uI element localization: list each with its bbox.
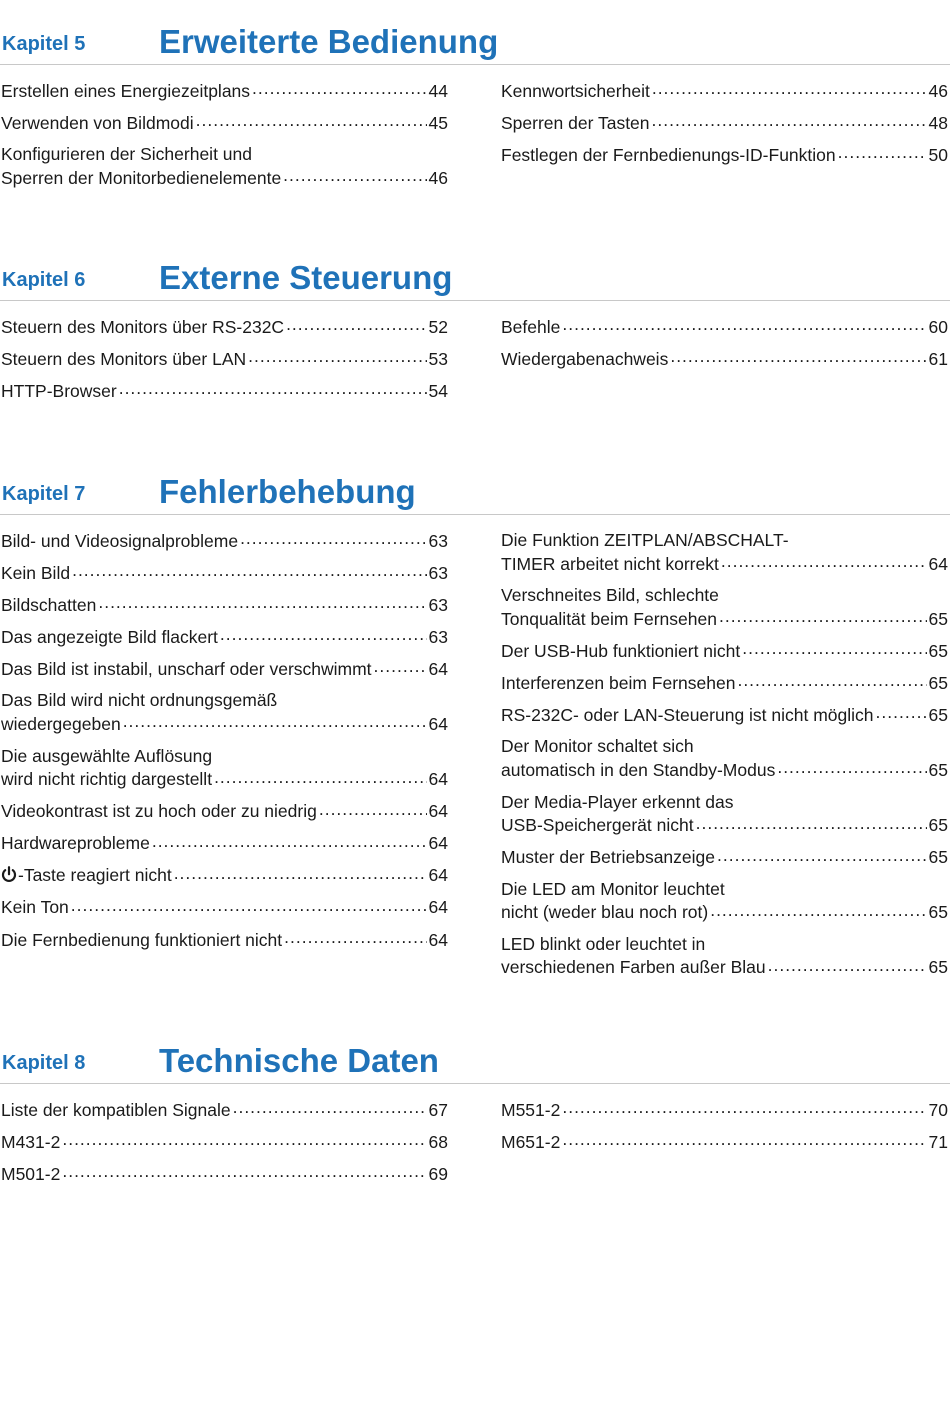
toc-entry-title-line: Die LED am Monitor leuchtet [501, 878, 725, 899]
dot-leader [233, 1098, 427, 1116]
toc-entry-title: Kennwortsicherheit [501, 80, 650, 101]
dot-leader [62, 1130, 426, 1148]
toc-entry-title: Steuern des Monitors über LAN [1, 348, 247, 369]
toc-entry[interactable] [1, 1098, 448, 1122]
chapter-number: Kapitel 8 [2, 1052, 86, 1074]
toc-entry[interactable] [1, 864, 448, 888]
toc-entry[interactable] [501, 846, 948, 870]
toc-entry[interactable] [501, 529, 948, 576]
toc-entry[interactable] [501, 878, 948, 925]
dot-leader [62, 1162, 426, 1180]
chapter-title: Fehlerbehebung [159, 473, 416, 510]
toc-entry[interactable] [501, 584, 948, 631]
toc-entry[interactable] [501, 79, 948, 103]
page-number: 60 [928, 316, 948, 337]
toc-entry-title: M651-2 [501, 1131, 561, 1152]
toc-entry[interactable] [501, 671, 948, 695]
page-number: 65 [928, 640, 948, 661]
toc-column-left [1, 1098, 448, 1194]
toc-entry[interactable] [501, 1098, 948, 1122]
dot-leader [286, 315, 426, 333]
toc-entry-title: Kein Bild [1, 562, 71, 583]
dot-leader [98, 593, 426, 611]
toc-column-left [1, 529, 448, 960]
page-number: 65 [928, 815, 948, 836]
page-number: 63 [428, 626, 448, 647]
page-number: 69 [428, 1163, 448, 1184]
page-number: 65 [928, 672, 948, 693]
page-number: 64 [428, 713, 448, 734]
toc-entry[interactable] [501, 703, 948, 727]
toc-entry-title: M501-2 [1, 1163, 61, 1184]
toc-entry[interactable] [1, 928, 448, 952]
toc-entry[interactable] [1, 143, 448, 190]
toc-entry-title: Videokontrast ist zu hoch oder zu niedrig [1, 801, 317, 822]
toc-entry-title: M431-2 [1, 1131, 61, 1152]
dot-leader [652, 111, 927, 129]
toc-entry[interactable] [501, 735, 948, 782]
toc-entry-title-line: Die Funktion ZEITPLAN/ABSCHALT- [501, 530, 789, 550]
toc-entry-title: Hardwareprobleme [1, 833, 150, 854]
page-number: 65 [928, 704, 948, 725]
toc-entry-title: USB-Speichergerät nicht [501, 815, 694, 836]
toc-entry[interactable] [1, 315, 448, 339]
toc-column-right [501, 1098, 948, 1162]
toc-entry[interactable] [501, 933, 948, 980]
dot-leader [283, 166, 426, 184]
toc-entry-title: RS-232C- oder LAN-Steuerung ist nicht möglich [501, 704, 874, 725]
toc-entry-title: Festlegen der Fernbedienungs-ID-Funktion [501, 144, 836, 165]
dot-leader [252, 79, 426, 97]
toc-entry[interactable] [1, 896, 448, 920]
dot-leader [777, 758, 926, 776]
toc-entry[interactable] [1, 379, 448, 403]
chapter-section [0, 256, 950, 401]
dot-leader [696, 814, 927, 832]
toc-entry[interactable] [1, 832, 448, 856]
toc-entry-title: Kein Ton [1, 897, 69, 918]
dot-leader [710, 901, 926, 919]
toc-entry[interactable] [501, 315, 948, 339]
toc-entry-title: HTTP-Browser [1, 380, 117, 401]
toc-entry-title: wird nicht richtig dargestellt [1, 769, 213, 790]
chapter-number: Kapitel 6 [2, 269, 86, 291]
toc-entry-title-text: -Taste reagiert nicht [18, 865, 172, 886]
page-number: 65 [928, 902, 948, 923]
toc-entry-title: Das angezeigte Bild flackert [1, 626, 218, 647]
dot-leader [838, 143, 927, 161]
chapter-header [0, 470, 950, 515]
page-number: 52 [428, 316, 448, 337]
page-number: 54 [428, 380, 448, 401]
page-number: 65 [928, 957, 948, 978]
dot-leader [119, 379, 427, 397]
toc-entry-title-line: LED blinkt oder leuchtet in [501, 933, 706, 954]
page-number: 63 [428, 594, 448, 615]
toc-entry-title [1, 864, 172, 887]
toc-entry-title: Interferenzen beim Fernsehen [501, 672, 736, 693]
chapter-number: Kapitel 5 [2, 33, 86, 55]
page-number: 46 [428, 167, 448, 188]
dot-leader [214, 768, 426, 786]
dot-leader [374, 657, 427, 675]
toc-entry-title: automatisch in den Standby-Modus [501, 759, 776, 780]
chapter-title: Technische Daten [159, 1042, 439, 1079]
toc-entry-title: Sperren der Monitorbedienelemente [1, 167, 282, 188]
toc-entry-title: Befehle [501, 316, 561, 337]
power-icon [1, 866, 17, 883]
toc-entry[interactable] [1, 657, 448, 681]
chapter-section [0, 20, 950, 188]
toc-entry[interactable] [1, 593, 448, 617]
page-number: 46 [928, 80, 948, 101]
toc-entry-title: Muster der Betriebsanzeige [501, 847, 715, 868]
dot-leader [71, 896, 427, 914]
chapter-title: Externe Steuerung [159, 259, 453, 296]
dot-leader [652, 79, 927, 97]
chapter-header [0, 256, 950, 301]
toc-entry[interactable] [1, 111, 448, 135]
toc-entry-title: wiedergegeben [1, 713, 121, 734]
toc-column-left [1, 315, 448, 411]
toc-entry[interactable] [1, 1130, 448, 1154]
dot-leader [196, 111, 427, 129]
page-number: 70 [928, 1099, 948, 1120]
page-number: 65 [928, 759, 948, 780]
toc-entry-title: Bildschatten [1, 594, 97, 615]
toc-entry-title: Liste der kompatiblen Signale [1, 1099, 231, 1120]
toc-column-right [501, 315, 948, 379]
dot-leader [876, 703, 927, 721]
page-number: 63 [428, 562, 448, 583]
toc-entry-title-line: Das Bild wird nicht ordnungsgemäß [1, 690, 278, 711]
page-number: 64 [428, 658, 448, 679]
page-number: 68 [428, 1131, 448, 1152]
page-number: 65 [928, 608, 948, 629]
page-number: 64 [428, 865, 448, 886]
page-number: 61 [928, 348, 948, 369]
page-number: 64 [428, 897, 448, 918]
page-number: 64 [428, 801, 448, 822]
toc-entry[interactable] [501, 111, 948, 135]
page-number: 71 [928, 1131, 948, 1152]
toc-entry-title: Steuern des Monitors über RS-232C [1, 316, 285, 337]
toc-entry-title-line: Der Media-Player erkennt das [501, 791, 734, 812]
page-number: 64 [428, 769, 448, 790]
dot-leader [152, 832, 427, 850]
page-number: 48 [928, 112, 948, 133]
chapter-section [0, 1039, 950, 1184]
chapter-section [0, 470, 950, 978]
chapter-header [0, 20, 950, 65]
dot-leader [123, 712, 427, 730]
toc-entry-title: Wiedergabenachweis [501, 348, 669, 369]
dot-leader [174, 864, 427, 882]
toc-entry-title-line: Konfigurieren der Sicherheit und [1, 144, 252, 165]
dot-leader [562, 1130, 926, 1148]
toc-entry-title-line: Die ausgewählte Auflösung [1, 745, 213, 766]
dot-leader [719, 607, 927, 625]
dot-leader [670, 347, 926, 365]
dot-leader [248, 347, 426, 365]
dot-leader [562, 1098, 926, 1116]
toc-column-right [501, 529, 948, 988]
dot-leader [742, 639, 926, 657]
page-number: 63 [428, 530, 448, 551]
page-number: 67 [428, 1099, 448, 1120]
toc-entry[interactable] [1, 79, 448, 103]
toc-entry[interactable] [1, 561, 448, 585]
dot-leader [240, 529, 426, 547]
toc-entry-title: Die Fernbedienung funktioniert nicht [1, 929, 283, 950]
dot-leader [721, 552, 927, 570]
page-number: 64 [928, 553, 948, 574]
toc-entry[interactable] [501, 791, 948, 838]
toc-column-left [1, 79, 448, 198]
page-number: 45 [428, 112, 448, 133]
toc-entry-title: TIMER arbeitet nicht korrekt [501, 553, 719, 574]
toc-entry[interactable] [1, 745, 448, 792]
toc-entry-title: verschiedenen Farben außer Blau [501, 957, 766, 978]
dot-leader [768, 956, 927, 974]
page-number: 64 [428, 833, 448, 854]
toc-entry-title: Sperren der Tasten [501, 112, 650, 133]
dot-leader [562, 315, 926, 333]
toc-entry-title: Erstellen eines Energiezeitplans [1, 80, 251, 101]
page-number: 50 [928, 144, 948, 165]
dot-leader [72, 561, 426, 579]
toc-entry[interactable] [1, 529, 448, 553]
toc-entry[interactable] [1, 625, 448, 649]
toc-entry-title: M551-2 [501, 1099, 561, 1120]
toc-entry[interactable] [501, 347, 948, 371]
dot-leader [319, 800, 427, 818]
toc-entry[interactable] [1, 800, 448, 824]
dot-leader [220, 625, 427, 643]
chapter-number: Kapitel 7 [2, 483, 86, 505]
toc-entry-title: Das Bild ist instabil, unscharf oder verschwimmt [1, 658, 372, 679]
dot-leader [737, 671, 926, 689]
toc-entry[interactable] [501, 1130, 948, 1154]
toc-entry-title: Der USB-Hub funktioniert nicht [501, 640, 741, 661]
toc-entry-title: Tonqualität beim Fernsehen [501, 608, 717, 629]
toc-entry[interactable] [501, 143, 948, 167]
chapter-header [0, 1039, 950, 1084]
dot-leader [284, 928, 426, 946]
page-number: 53 [428, 348, 448, 369]
toc-entry[interactable] [1, 347, 448, 371]
page-number: 65 [928, 847, 948, 868]
page-number: 64 [428, 929, 448, 950]
chapter-title: Erweiterte Bedienung [159, 23, 499, 60]
toc-entry[interactable] [1, 689, 448, 736]
page-number: 44 [428, 80, 448, 101]
toc-entry-title: Verwenden von Bildmodi [1, 112, 194, 133]
toc-entry-title-line: Verschneites Bild, schlechte [501, 585, 719, 606]
toc-entry[interactable] [1, 1162, 448, 1186]
toc-entry-title-line: Der Monitor schaltet sich [501, 736, 694, 757]
dot-leader [717, 846, 927, 864]
toc-entry-title: nicht (weder blau noch rot) [501, 902, 709, 923]
toc-column-right [501, 79, 948, 175]
toc-entry[interactable] [501, 639, 948, 663]
toc-entry-title: Bild- und Videosignalprobleme [1, 530, 239, 551]
